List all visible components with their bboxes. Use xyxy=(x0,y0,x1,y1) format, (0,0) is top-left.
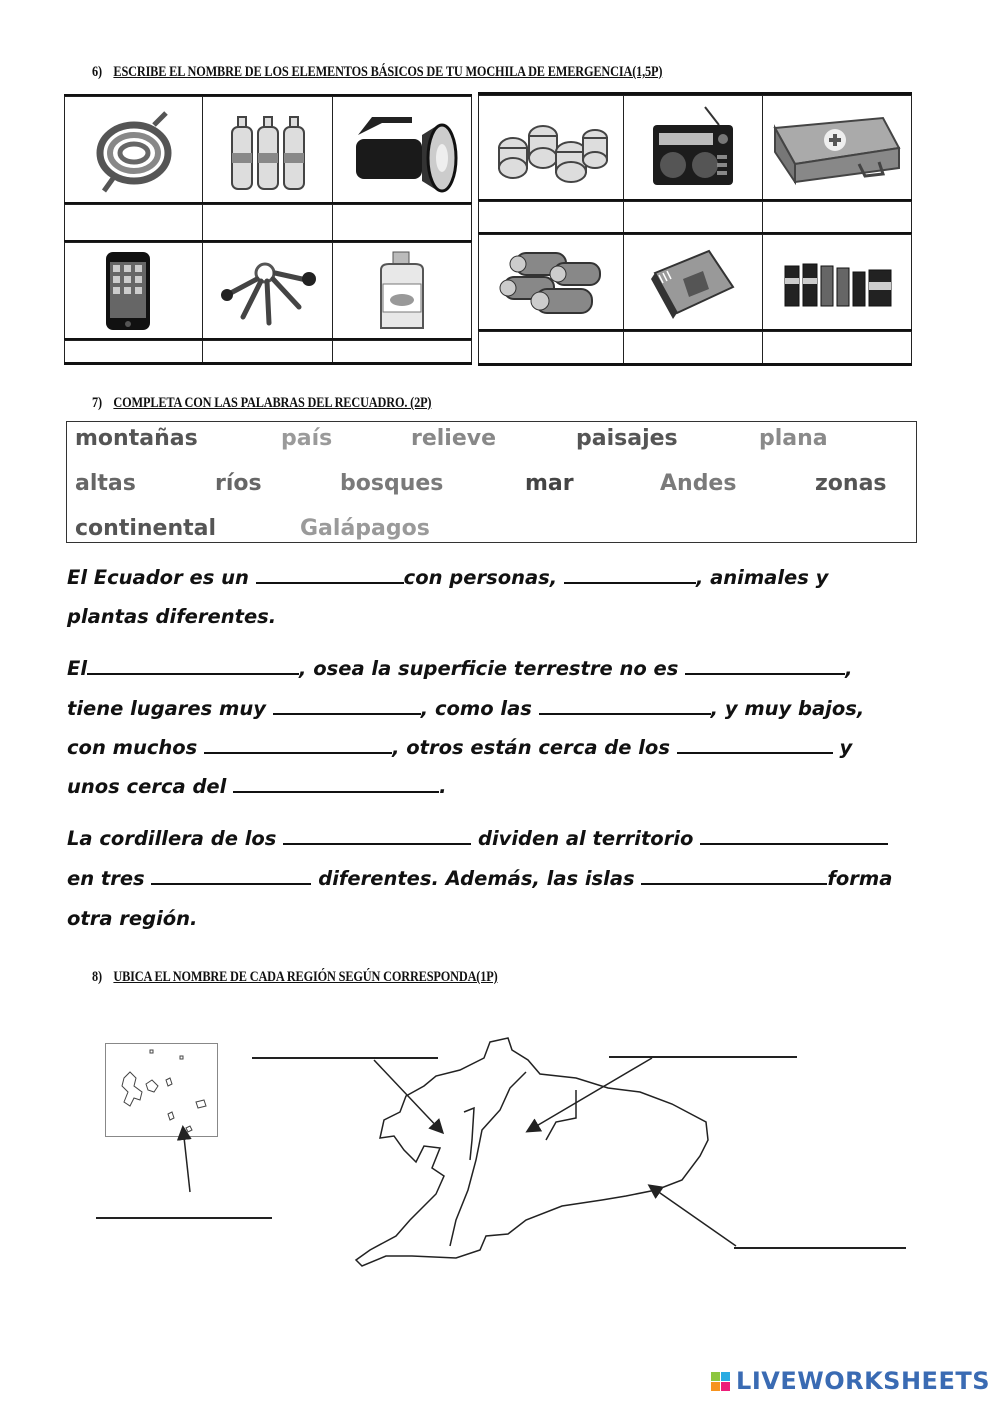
paragraph-1-line-2: plantas diferentes. xyxy=(67,605,277,628)
paragraph-2-line-2: tiene lugares muy , como las , y muy bajos, xyxy=(67,697,865,720)
logo-icon xyxy=(711,1372,730,1391)
word-bank-item[interactable]: bosques xyxy=(340,471,444,496)
paragraph-2-line-4: unos cerca del . xyxy=(67,775,447,798)
section-number: 6) xyxy=(92,64,102,80)
paragraph-2-line-1: El , osea la superficie terrestre no es , xyxy=(67,657,853,680)
word-bank-item[interactable]: continental xyxy=(75,516,217,541)
paragraph-3-line-1: La cordillera de los dividen al territorio xyxy=(67,827,888,850)
word-bank-item[interactable]: paisajes xyxy=(576,426,678,451)
word-bank-item[interactable]: altas xyxy=(75,471,136,496)
paragraph-3-line-2: en tres diferentes. Además, las islas forma xyxy=(67,867,893,890)
arrow-to-amazon xyxy=(650,1186,736,1246)
word-bank-item[interactable]: Andes xyxy=(660,471,737,496)
section-number: 7) xyxy=(92,395,102,411)
arrow-to-coast xyxy=(374,1060,442,1132)
word-bank-item[interactable]: Galápagos xyxy=(300,516,430,541)
section-number: 8) xyxy=(92,969,102,985)
paragraph-2-line-3: con muchos , otros están cerca de los y xyxy=(67,736,853,759)
paragraph-1-line-1: El Ecuador es un con personas, , animales y xyxy=(67,566,829,589)
brand-name: LIVEWORKSHEETS xyxy=(736,1367,990,1395)
word-bank-item[interactable]: montañas xyxy=(75,426,198,451)
word-bank-item[interactable]: ríos xyxy=(215,471,262,496)
word-bank-item[interactable]: plana xyxy=(759,426,828,451)
section-title: ESCRIBE EL NOMBRE DE LOS ELEMENTOS BÁSICOS DE TU MOCHILA DE EMERGENCIA(1,5P) xyxy=(113,64,663,80)
paragraph-3-line-3: otra región. xyxy=(67,907,198,930)
word-bank-item[interactable]: mar xyxy=(525,471,574,496)
word-bank-item[interactable]: zonas xyxy=(815,471,887,496)
arrow-to-sierra xyxy=(528,1058,652,1131)
word-bank-item[interactable]: país xyxy=(281,426,333,451)
arrow-to-galapagos xyxy=(183,1128,190,1192)
word-bank-item[interactable]: relieve xyxy=(411,426,497,451)
section-title: COMPLETA CON LAS PALABRAS DEL RECUADRO. (2P) xyxy=(113,395,432,411)
liveworksheets-logo xyxy=(711,1367,990,1395)
section-title: UBICA EL NOMBRE DE CADA REGIÓN SEGÚN CORRESPONDA(1P) xyxy=(113,969,498,985)
